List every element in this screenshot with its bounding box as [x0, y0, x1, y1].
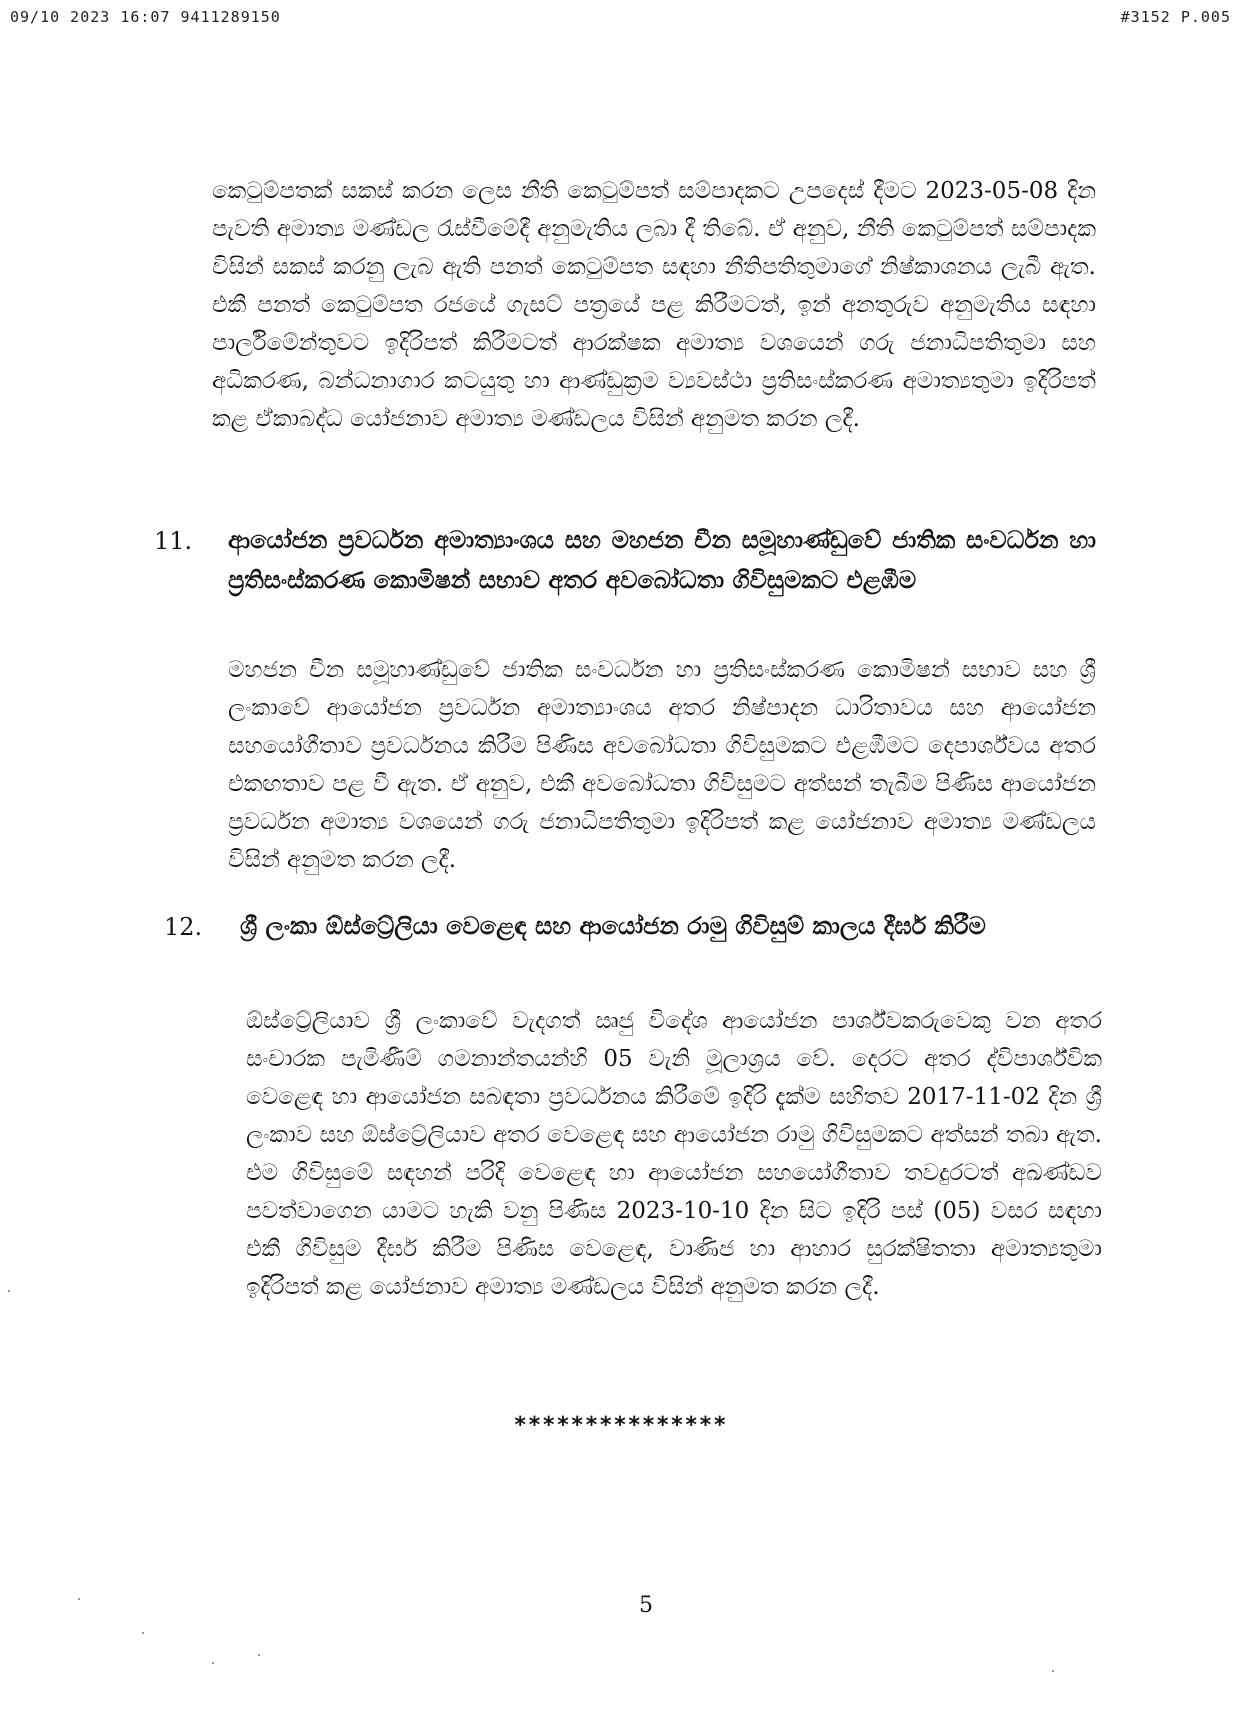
item-body: මහජන චීන සමූහාණ්ඩුවේ ජාතික සංවර්ධන හා ප්‍රතිසංස්කරණ කොමිෂන් සභාව සහ ශ්‍රී ලංකාවේ ආයෝජන ප්‍රවර්ධන අමාත්‍යාංශය අතර නිෂ්පාදන ධාරිතාවය සහ ආයෝජන සහයෝගීතාව ප්‍රවර්ධනය කිරීම පිණිස අවබෝධතා ගිවිසුමකට එළඹීමට දෙපාර්ශ්වය අතර එකඟතාව පළ වී ඇත. ඒ අනුව, එකී අවබෝධතා ගිවිසුමට අත්සන් තැබීම පිණිස ආයෝජන ප්‍රවර්ධන අමාත්‍ය වශයෙන් ගරු ජනාධිපතිතුමා ඉදිරිපත් කළ යෝජනාව අමාත්‍ය මණ්ඩලය විසින් අනුමත කරන ලදී. — [228, 657, 1096, 873]
scan-speck — [258, 1654, 260, 1656]
scan-speck — [78, 1598, 80, 1600]
item-body-block — [228, 651, 1096, 879]
item-number: 12. — [164, 913, 203, 941]
fax-header-page-ref: #3152 P.005 — [1120, 8, 1231, 26]
intro-paragraph: කෙටුම්පතක් සකස් කරන ලෙස නීති කෙටුම්පත් සම්පාදකට උපදෙස් දීමට 2023-05-08 දින පැවති අමාත්‍ය මණ්ඩල රැස්වීමේදී අනුමැතිය ලබා දී තිබේ. ඒ අනුව, නීති කෙටුම්පත් සම්පාදක විසින් සකස් කරනු ලැබ ඇති පනත් කෙටුම්පත සඳහා නීතිපතිතුමාගේ නිෂ්කාශනය ලැබී ඇත. එකී පනත් කෙටුම්පත රජයේ ගැසට් පත්‍රයේ පළ කිරීමටත්, ඉන් අනතුරුව අනුමැතිය සඳහා පාර්ලිමේන්තුවට ඉදිරිපත් කිරීමටත් ආරක්ෂක අමාත්‍ය වශයෙන් ගරු ජනාධිපතිතුමා සහ අධිකරණ, බන්ධනාගාර කටයුතු හා ආණ්ඩුක්‍රම ව්‍යවස්ථා ප්‍රතිසංස්කරණ අමාත්‍යතුමා ඉදිරිපත් කළ ඒකාබද්ධ යෝජනාව අමාත්‍ය මණ්ඩලය විසින් අනුමත කරන ලදී. — [212, 178, 1096, 432]
scan-speck — [142, 1632, 144, 1634]
section-separator: *************** — [513, 1413, 728, 1438]
page-number: 5 — [639, 1593, 653, 1618]
scan-speck — [212, 1662, 214, 1664]
fax-header-datetime: 09/10 2023 16:07 9411289150 — [10, 8, 281, 26]
fax-header — [10, 8, 1231, 28]
item-body-block — [246, 1002, 1102, 1306]
item-heading: ශ්‍රී ලංකා ඕස්ට්‍රේලියා වෙළෙඳ සහ ආයෝජන රාමු ගිවිසුම් කාලය දීර්ඝ කිරීම — [240, 911, 986, 940]
item-heading: ආයෝජන ප්‍රවර්ධන අමාත්‍යාංශය සහ මහජන චීන සමූහාණ්ඩුවේ ජාතික සංවර්ධන හා ප්‍රතිසංස්කරණ කොමිෂන් සභාව අතර අවබෝධතා ගිවිසුමකට එළඹීම — [228, 525, 1096, 594]
item-body: ඕස්ට්‍රේලියාව ශ්‍රී ලංකාවේ වැදගත් ඍජු විදේශ ආයෝජන පාර්ශ්වකරුවෙකු වන අතර සංචාරක පැමිණීම් ගමනාන්තයන්හි 05 වැනි මූලාශ්‍රය වේ. දෙරට අතර ද්විපාර්ශ්වික වෙළෙඳ හා ආයෝජන සබඳතා ප්‍රවර්ධනය කිරීමේ ඉදිරි දැක්ම සහිතව 2017-11-02 දින ශ්‍රී ලංකාව සහ ඕස්ට්‍රේලියාව අතර වෙළෙඳ සහ ආයෝජන රාමු ගිවිසුමකට අත්සන් තබා ඇත. එම ගිවිසුමේ සඳහන් පරිදි වෙළෙඳ හා ආයෝජන සහයෝගීතාව තවදුරටත් අඛණ්ඩව පවත්වාගෙන යාමට හැකි වනු පිණිස 2023-10-10 දින සිට ඉදිරි පස් (05) වසර සඳහා එකී ගිවිසුම දීර්ඝ කිරීම පිණිස වෙළෙඳ, වාණිජ හා ආහාර සුරක්ෂිතතා අමාත්‍යතුමා ඉදිරිපත් කළ යෝජනාව අමාත්‍ය මණ්ඩලය විසින් අනුමත කරන ලදී. — [246, 1008, 1102, 1300]
scan-speck — [1052, 1670, 1054, 1672]
scan-speck — [8, 1290, 10, 1292]
item-number: 11. — [154, 527, 193, 555]
intro-paragraph-block — [212, 172, 1096, 438]
